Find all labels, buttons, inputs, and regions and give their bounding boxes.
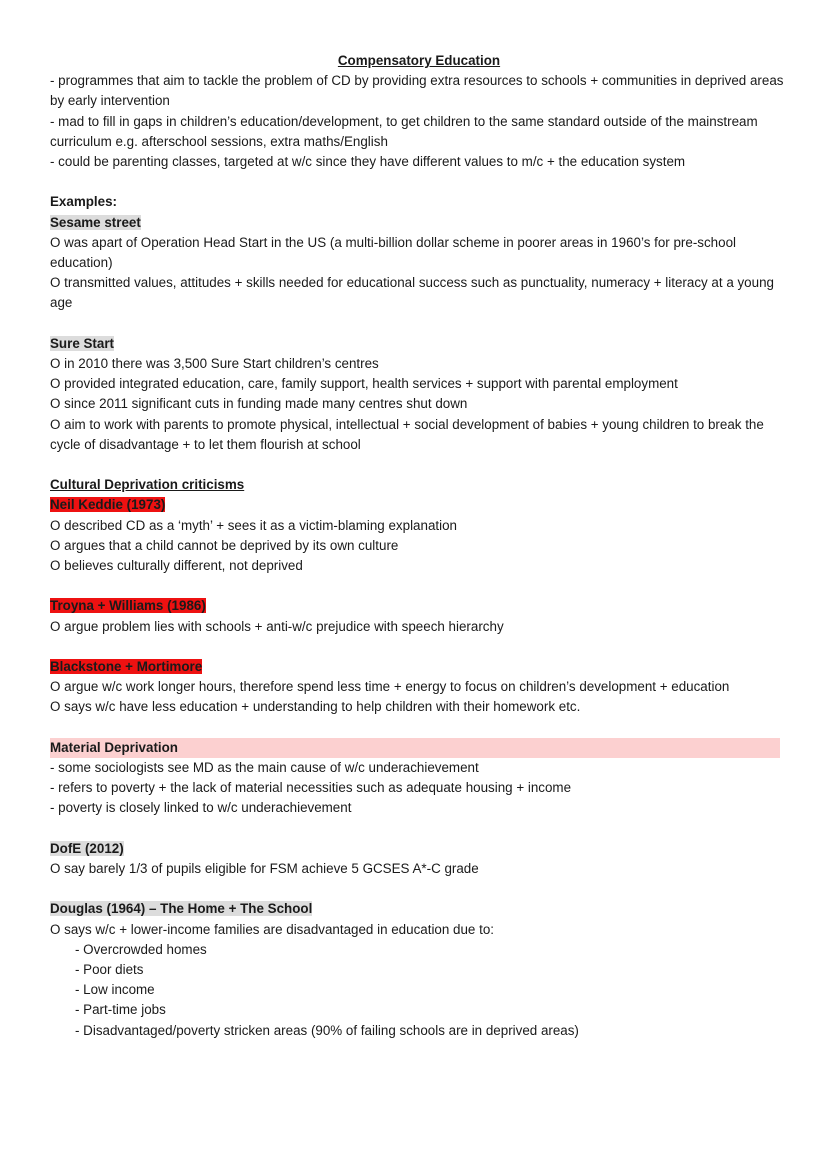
examples-heading: Examples:	[50, 194, 117, 210]
intro-line: - could be parenting classes, targeted at w/c since they have different values to m/c + the education system	[50, 154, 686, 170]
blackstone-line: O says w/c have less education + understanding to help children with their homework etc.	[50, 699, 581, 715]
sure-start-line: O provided integrated education, care, family support, health services + support with parental employment	[50, 376, 678, 392]
sesame-line: O transmitted values, attitudes + skills needed for educational success such as punctuality, numeracy + literacy at a young age	[50, 275, 774, 311]
intro-line: - mad to fill in gaps in children’s education/development, to get children to the same standard outside of the mainstream curriculum e.g. afterschool sessions, extra maths/English	[50, 113, 758, 149]
keddie-line: O described CD as a ‘myth’ + sees it as a victim-blaming explanation	[50, 517, 457, 533]
list-item: - Poor diets	[75, 962, 144, 978]
keddie-heading: Neil Keddie (1973)	[50, 497, 166, 513]
sure-start-heading: Sure Start	[50, 335, 114, 351]
douglas-heading: Douglas (1964) – The Home + The School	[50, 901, 313, 917]
sure-start-line: O in 2010 there was 3,500 Sure Start children’s centres	[50, 356, 379, 372]
keddie-line: O argues that a child cannot be deprived by its own culture	[50, 537, 399, 553]
list-item: - Part-time jobs	[75, 1002, 166, 1018]
sure-start-line: O since 2011 significant cuts in funding made many centres shut down	[50, 396, 468, 412]
troyna-line: O argue problem lies with schools + anti-w/c prejudice with speech hierarchy	[50, 618, 504, 634]
sesame-line: O was apart of Operation Head Start in the US (a multi-billion dollar scheme in poorer areas in 1960’s for pre-school education)	[50, 234, 736, 271]
criticisms-heading: Cultural Deprivation criticisms	[50, 477, 245, 493]
intro-line: - programmes that aim to tackle the problem of CD by providing extra resources to schools + communities in deprived areas by early intervention	[50, 73, 784, 109]
douglas-list	[50, 940, 788, 1041]
troyna-heading: Troyna + Williams (1986)	[50, 598, 206, 614]
blackstone-heading: Blackstone + Mortimore	[50, 659, 203, 675]
dofe-line: O say barely 1/3 of pupils eligible for FSM achieve 5 GCSES A*-C grade	[50, 861, 479, 877]
list-item: - Disadvantaged/poverty stricken areas (90% of failing schools are in deprived areas)	[75, 1022, 579, 1038]
page-title: Compensatory Education	[337, 53, 501, 68]
material-heading: Material Deprivation	[50, 738, 780, 758]
douglas-line: O says w/c + lower-income families are disadvantaged in education due to:	[50, 921, 494, 937]
blackstone-line: O argue w/c work longer hours, therefore spend less time + energy to focus on children’s development + education	[50, 679, 730, 695]
list-item: - Overcrowded homes	[75, 941, 207, 957]
list-item: - Low income	[75, 982, 155, 998]
material-line: - refers to poverty + the lack of material necessities such as adequate housing + income	[50, 780, 572, 796]
material-line: - poverty is closely linked to w/c underachievement	[50, 800, 352, 816]
dofe-heading: DofE (2012)	[50, 840, 124, 856]
sesame-heading: Sesame street	[50, 214, 141, 230]
sure-start-line: O aim to work with parents to promote physical, intellectual + social development of babies + young children to break the cycle of disadvantage + to let them flourish at school	[50, 416, 764, 452]
material-line: - some sociologists see MD as the main cause of w/c underachievement	[50, 760, 479, 776]
keddie-line: O believes culturally different, not deprived	[50, 558, 303, 574]
